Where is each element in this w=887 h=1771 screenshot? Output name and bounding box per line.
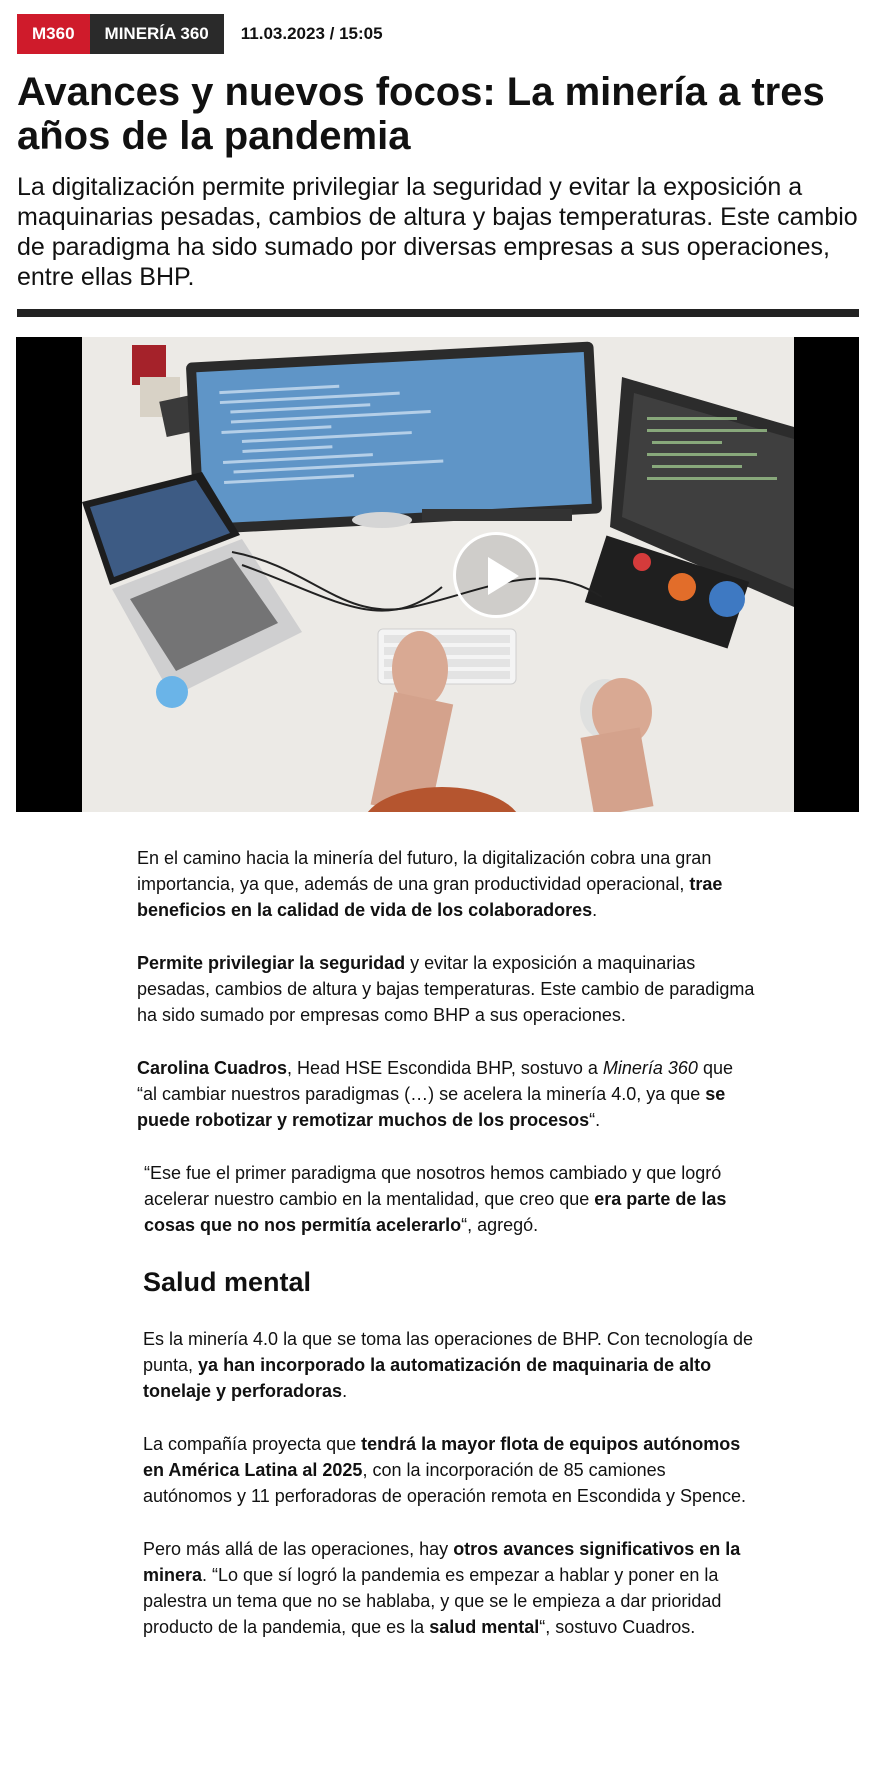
brand-badge[interactable]: M360 [17, 14, 90, 54]
desk-scene-illustration [82, 337, 794, 812]
text-run: . “Lo que sí logró la pandemia es empezar a hablar y poner en la palestra un tema que no se hablaba, y que se le empieza a dar prioridad producto de la pandemia, que es la [143, 1565, 722, 1637]
article-title: Avances y nuevos focos: La minería a tres años de la pandemia [17, 70, 825, 158]
bold-run: trae beneficios en la calidad de vida de los colaboradores [137, 874, 723, 920]
section-subheading: Salud mental [143, 1267, 312, 1297]
text-run: Pero más allá de las operaciones, hay [143, 1539, 454, 1559]
paragraph-6 [143, 1431, 757, 1509]
italic-run: Minería 360 [602, 1058, 698, 1078]
bold-run: era parte de las cosas que no nos permitía acelerarlo [144, 1189, 727, 1235]
paragraph-2 [137, 950, 757, 1028]
text-run: “, agregó. [461, 1215, 539, 1235]
text-run: En el camino hacia la minería del futuro, la digitalización cobra una gran importancia, ya que, además de una gran productividad operacional, [137, 848, 712, 894]
text-run: . [342, 1381, 348, 1401]
paragraph-5 [143, 1326, 757, 1404]
bold-run: salud mental [429, 1617, 540, 1637]
video-thumbnail [82, 337, 794, 812]
text-run: . [592, 900, 598, 920]
bold-run: Carolina Cuadros [137, 1058, 288, 1078]
bold-run: tendrá la mayor flota de equipos autónomos en América Latina al 2025 [143, 1434, 741, 1480]
text-run: , con la incorporación de 85 camiones autónomos y 11 perforadoras de operación remota en Escondida y Spence. [143, 1460, 747, 1506]
article-body [137, 845, 757, 1667]
paragraph-7 [143, 1536, 757, 1640]
bold-run: Permite privilegiar la seguridad [137, 953, 406, 973]
bold-run: otros avances significativos en la minera [143, 1539, 741, 1585]
article-meta-bar [17, 14, 383, 54]
article-dek: La digitalización permite privilegiar la seguridad y evitar la exposición a maquinarias pesadas, cambios de altura y bajas temperaturas. Este cambio de paradigma ha sido sumado por diversas empresas a sus operaciones, entre ellas BHP. [17, 173, 858, 291]
paragraph-3 [137, 1055, 757, 1133]
text-run: y evitar la exposición a maquinarias pesadas, cambios de altura y bajas temperaturas. Este cambio de paradigma ha sido sumado por empresas como BHP a sus operaciones. [137, 953, 755, 1025]
text-run: “. [589, 1110, 601, 1130]
play-icon [488, 557, 519, 595]
publish-datetime: 11.03.2023 / 15:05 [240, 24, 383, 43]
title-divider [17, 309, 859, 317]
text-run: La compañía proyecta que [143, 1434, 362, 1454]
text-run: que “al cambiar nuestros paradigmas (…) se acelera la minería 4.0, ya que [137, 1058, 733, 1104]
bold-run: se puede robotizar y remotizar muchos de los procesos [137, 1084, 726, 1130]
play-button[interactable] [453, 532, 539, 618]
paragraph-1 [137, 845, 757, 923]
text-run: , Head HSE Escondida BHP, sostuvo a [287, 1058, 603, 1078]
section-label[interactable]: MINERÍA 360 [90, 14, 224, 54]
video-player[interactable] [16, 337, 859, 812]
quote-paragraph [144, 1160, 757, 1238]
bold-run: ya han incorporado la automatización de maquinaria de alto tonelaje y perforadoras [143, 1355, 712, 1401]
text-run: Es la minería 4.0 la que se toma las operaciones de BHP. Con tecnología de punta, [143, 1329, 754, 1375]
text-run: “Ese fue el primer paradigma que nosotros hemos cambiado y que logró acelerar nuestro cambio en la mentalidad, que creo que [144, 1163, 722, 1209]
text-run: “, sostuvo Cuadros. [539, 1617, 696, 1637]
